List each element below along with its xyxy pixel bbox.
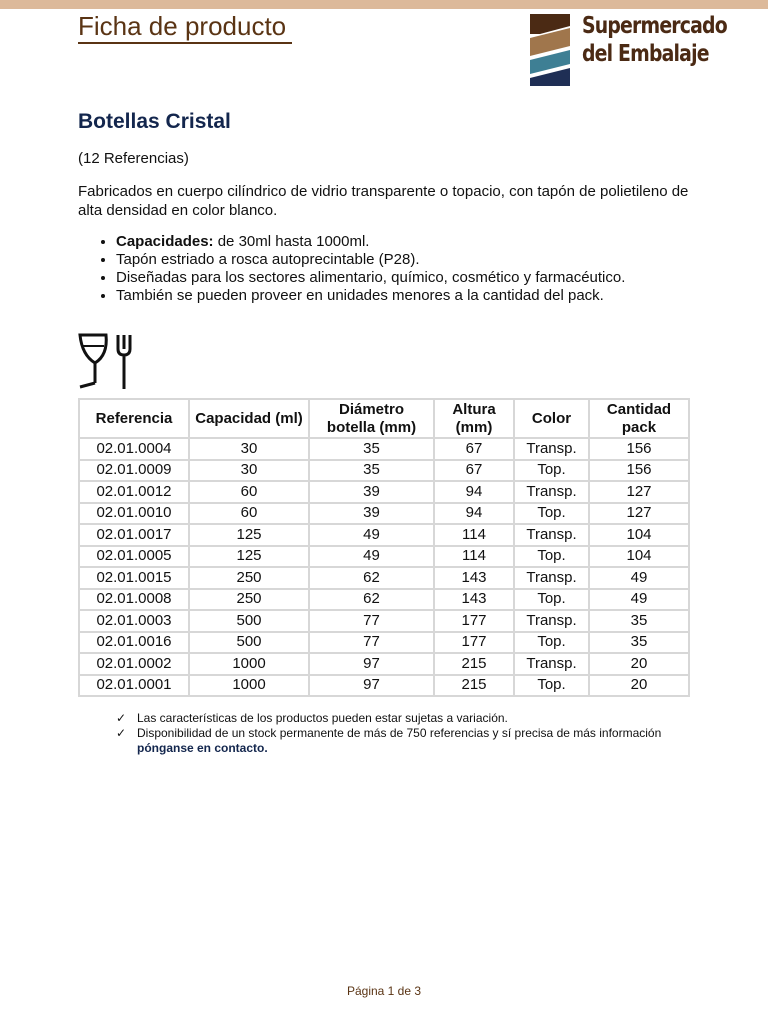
logo-mark-icon [528, 12, 574, 88]
cell-altura: 114 [434, 524, 514, 546]
cell-color: Top. [514, 675, 589, 697]
note-stock-text: Disponibilidad de un stock permanente de más de 750 referencias y sí precisa de más información [137, 726, 662, 740]
table-row [79, 503, 689, 525]
cell-color: Top. [514, 460, 589, 482]
cell-altura: 114 [434, 546, 514, 568]
cell-altura: 67 [434, 460, 514, 482]
cell-cantidad: 127 [589, 481, 689, 503]
table-row [79, 632, 689, 654]
product-table [78, 398, 690, 697]
cell-capacidad: 1000 [189, 653, 309, 675]
note-stock [116, 726, 676, 756]
cell-altura: 215 [434, 653, 514, 675]
table-row [79, 546, 689, 568]
cell-cantidad: 49 [589, 567, 689, 589]
cell-cantidad: 104 [589, 546, 689, 568]
cell-diametro: 77 [309, 610, 434, 632]
cell-color: Transp. [514, 481, 589, 503]
cell-altura: 143 [434, 589, 514, 611]
cell-diametro: 35 [309, 438, 434, 460]
cell-referencia: 02.01.0012 [79, 481, 189, 503]
table-row [79, 481, 689, 503]
cell-referencia: 02.01.0008 [79, 589, 189, 611]
cell-referencia: 02.01.0001 [79, 675, 189, 697]
cell-capacidad: 60 [189, 481, 309, 503]
food-contact-icon [76, 333, 138, 391]
feature-units: • También se pueden proveer en unidades menores a la cantidad del pack. [116, 287, 625, 305]
cell-color: Transp. [514, 524, 589, 546]
cell-referencia: 02.01.0002 [79, 653, 189, 675]
note-variation [116, 711, 676, 726]
cell-capacidad: 1000 [189, 675, 309, 697]
cell-altura: 143 [434, 567, 514, 589]
capacity-label: Capacidades: [116, 233, 214, 250]
product-title: Botellas Cristal [78, 110, 231, 133]
cell-color: Top. [514, 632, 589, 654]
cell-diametro: 39 [309, 481, 434, 503]
feature-list [78, 233, 625, 305]
cell-diametro: 39 [309, 503, 434, 525]
page-number: Página 1 de 3 [346, 984, 422, 998]
cell-diametro: 97 [309, 675, 434, 697]
note-variation-text: Las características de los productos pueden estar sujetas a variación. [137, 711, 508, 725]
cell-referencia: 02.01.0003 [79, 610, 189, 632]
cell-altura: 94 [434, 503, 514, 525]
feature-sectors: • Diseñadas para los sectores alimentario, químico, cosmético y farmacéutico. [116, 269, 625, 287]
header-cantidad: Cantidad pack [589, 399, 689, 438]
cell-capacidad: 500 [189, 610, 309, 632]
cell-capacidad: 30 [189, 438, 309, 460]
cell-referencia: 02.01.0010 [79, 503, 189, 525]
cell-referencia: 02.01.0017 [79, 524, 189, 546]
cell-capacidad: 60 [189, 503, 309, 525]
cell-cantidad: 20 [589, 653, 689, 675]
header-diametro: Diámetro botella (mm) [309, 399, 434, 438]
table-row [79, 675, 689, 697]
top-accent-bar [0, 0, 768, 9]
cell-referencia: 02.01.0015 [79, 567, 189, 589]
cell-capacidad: 250 [189, 589, 309, 611]
cell-diametro: 35 [309, 460, 434, 482]
checkmark-icon: ✓ [116, 711, 127, 725]
cell-referencia: 02.01.0005 [79, 546, 189, 568]
cell-cantidad: 156 [589, 438, 689, 460]
cell-diametro: 49 [309, 524, 434, 546]
cell-altura: 215 [434, 675, 514, 697]
notes [116, 711, 676, 756]
reference-count: (12 Referencias) [78, 150, 189, 167]
header-color: Color [514, 399, 589, 438]
cell-cantidad: 156 [589, 460, 689, 482]
table-row [79, 610, 689, 632]
header-referencia: Referencia [79, 399, 189, 438]
feature-cap: • Tapón estriado a rosca autoprecintable (P28). [116, 251, 625, 269]
cell-cantidad: 20 [589, 675, 689, 697]
logo-line-1: Supermercado [582, 13, 727, 39]
cell-referencia: 02.01.0004 [79, 438, 189, 460]
cell-referencia: 02.01.0016 [79, 632, 189, 654]
cell-cantidad: 127 [589, 503, 689, 525]
checkmark-icon: ✓ [116, 726, 127, 740]
cell-capacidad: 500 [189, 632, 309, 654]
cell-diametro: 77 [309, 632, 434, 654]
product-description: Fabricados en cuerpo cilíndrico de vidrio transparente o topacio, con tapón de polietileno de alta densidad en color blanco. [78, 183, 689, 219]
table-row [79, 589, 689, 611]
table-row [79, 567, 689, 589]
cell-cantidad: 35 [589, 610, 689, 632]
cell-referencia: 02.01.0009 [79, 460, 189, 482]
cell-cantidad: 35 [589, 632, 689, 654]
cell-altura: 177 [434, 632, 514, 654]
cell-capacidad: 30 [189, 460, 309, 482]
cell-diametro: 62 [309, 567, 434, 589]
page-title: Ficha de producto [78, 10, 292, 44]
table-header-row [79, 399, 689, 438]
cell-cantidad: 49 [589, 589, 689, 611]
cell-altura: 94 [434, 481, 514, 503]
cell-color: Transp. [514, 567, 589, 589]
cell-diametro: 97 [309, 653, 434, 675]
cell-altura: 177 [434, 610, 514, 632]
cell-capacidad: 125 [189, 524, 309, 546]
cell-color: Top. [514, 546, 589, 568]
cell-color: Top. [514, 589, 589, 611]
cell-capacidad: 250 [189, 567, 309, 589]
cell-diametro: 62 [309, 589, 434, 611]
table-row [79, 438, 689, 460]
company-logo [528, 12, 748, 90]
contact-link[interactable]: pónganse en contacto. [137, 741, 268, 755]
feature-capacity [116, 233, 625, 251]
table-row [79, 524, 689, 546]
header-altura: Altura (mm) [434, 399, 514, 438]
cell-color: Transp. [514, 653, 589, 675]
cell-diametro: 49 [309, 546, 434, 568]
cell-color: Transp. [514, 610, 589, 632]
cell-cantidad: 104 [589, 524, 689, 546]
cell-color: Transp. [514, 438, 589, 460]
cell-capacidad: 125 [189, 546, 309, 568]
cell-altura: 67 [434, 438, 514, 460]
header-capacidad: Capacidad (ml) [189, 399, 309, 438]
logo-line-2: del Embalaje [582, 41, 709, 67]
cell-color: Top. [514, 503, 589, 525]
table-row [79, 653, 689, 675]
capacity-value: de 30ml hasta 1000ml. [213, 233, 370, 250]
table-row [79, 460, 689, 482]
